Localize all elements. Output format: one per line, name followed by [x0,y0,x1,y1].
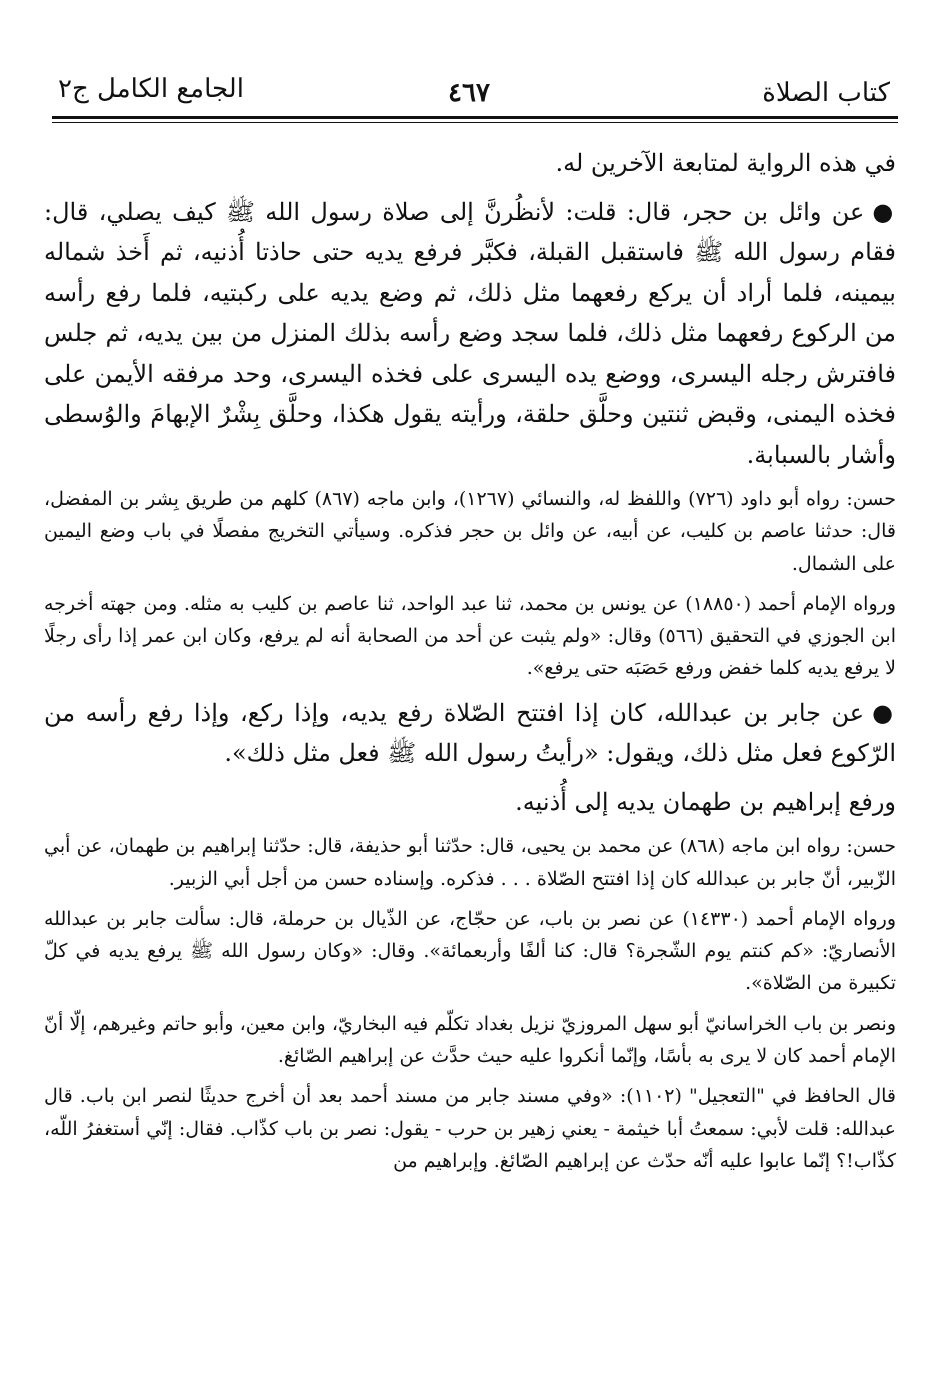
takhrij-note: قال الحافظ في "التعجيل" (١١٠٢): «وفي مسند جابر من مسند أحمد بعد أن أخرج حديثًا لنصر ابن باب. قال عبدالله: قلت لأبي: سمعتُ أبا خيثمة - يعني زهير بن حرب - يقول: نصر بن باب كذّاب. فقال: إنّي أستغفرُ اللّه، كذّاب!؟ إنّما عابوا عليه أنّه حدّث عن إبراهيم الصّائغ. وإبراهيم من [44,1085,896,1172]
page-number: ٤٦٧ [448,78,490,108]
running-header [40,64,898,112]
hadith-wail: ●عن وائل بن حجر، قال: قلت: لأنظُرنَّ إلى صلاة رسول الله ﷺ كيف يصلي، قال: فقام رسول الله ﷺ فاستقبل القبلة، فكبَّر فرفع يديه حتى حاذتا أُذنيه، ثم أَخذ شماله بيمينه، فلما أراد أن يركع رفعهما مثل ذلك، ثم وضع يديه على ركبتيه، فلما رفع رأسه من الركوع رفعهما مثل ذلك، فلما سجد وضع رأسه بذلك المنزل من بين يديه، ثم جلس فافترش رجله اليسرى، ووضع يده اليسرى على فخذه اليسرى، وحد مرفقه الأيمن على فخذه اليمنى، وقبض ثنتين وحلَّق حلقة، ورأيته يقول هكذا، وحلَّق بِشْرٌ الإبهامَ والوُسطى وأشار بالسبابة. [44,196,896,469]
header-rule-thin [52,122,898,123]
takhrij-note: حسن: رواه أبو داود (٧٢٦) واللفظ له، والنسائي (١٢٦٧)، وابن ماجه (٨٦٧) كلهم من طريق بِشر بن المفضل، قال: حدثنا عاصم بن كليب، عن أبيه، عن وائل بن حجر فذكره. وسيأتي التخريج مفصلًا في باب وضع اليمين على الشمال. [44,488,896,575]
header-rule-thick [52,116,898,119]
bullet-icon: ● [872,196,896,226]
takhrij-note: ورواه الإمام أحمد (١٤٣٣٠) عن نصر بن باب، عن حجّاج، عن الذّيال بن حرملة، قال: سألت جابر بن عبدالله الأنصاريّ: «كم كنتم يوم الشّجرة؟ قال: كنا ألفًا وأربعمائة». وقال: «وكان رسول الله ﷺ يرفع يديه في كلّ تكبيرة من الصّلاة». [44,907,896,995]
page-content [44,143,896,1177]
hadith-jabir: ●عن جابر بن عبدالله، كان إذا افتتح الصّلاة رفع يديه، وإذا ركع، وإذا رفع رأسه من الرّكوع فعل مثل ذلك، ويقول: «رأيتُ رسول الله ﷺ فعل مثل ذلك». [44,697,896,768]
book-title: الجامع الكامل ج٢ [58,74,244,104]
takhrij-note: ورواه الإمام أحمد (١٨٨٥٠) عن يونس بن محمد، ثنا عبد الواحد، ثنا عاصم بن كليب به مثله. ومن جهته أخرجه ابن الجوزي في التحقيق (٥٦٦) وقال: «ولم يثبت عن أحد من الصحابة أنه لم يرفع، وكان ابن عمر إذا رأى رجلًا لا يرفع يديه كلما خفض ورفع حَصَبَه حتى يرفع». [44,592,896,680]
bullet-icon: ● [872,697,896,727]
takhrij-note: ونصر بن باب الخراسانيّ أبو سهل المروزيّ نزيل بغداد تكلّم فيه البخاريّ، وابن معين، وأبو حاتم وغيرهم، إلّا أنّ الإمام أحمد كان لا يرى به بأسًا، وإنّما أنكروا عليه حيث حدَّث عن إبراهيم الصّائغ. [44,1012,896,1068]
main-text: ورفع إبراهيم بن طهمان يديه إلى أُذنيه. [515,787,896,816]
takhrij-note: حسن: رواه ابن ماجه (٨٦٨) عن محمد بن يحيى، قال: حدّثنا أبو حذيفة، قال: حدّثنا إبراهيم بن طهمان، عن أبي الزّبير، أنّ جابر بن عبدالله كان إذا افتتح الصّلاة . . . فذكره. وإسناده حسن من أجل أبي الزبير. [44,835,896,890]
chapter-title: كتاب الصلاة [762,78,890,108]
main-text: في هذه الرواية لمتابعة الآخرين له. [555,149,896,177]
